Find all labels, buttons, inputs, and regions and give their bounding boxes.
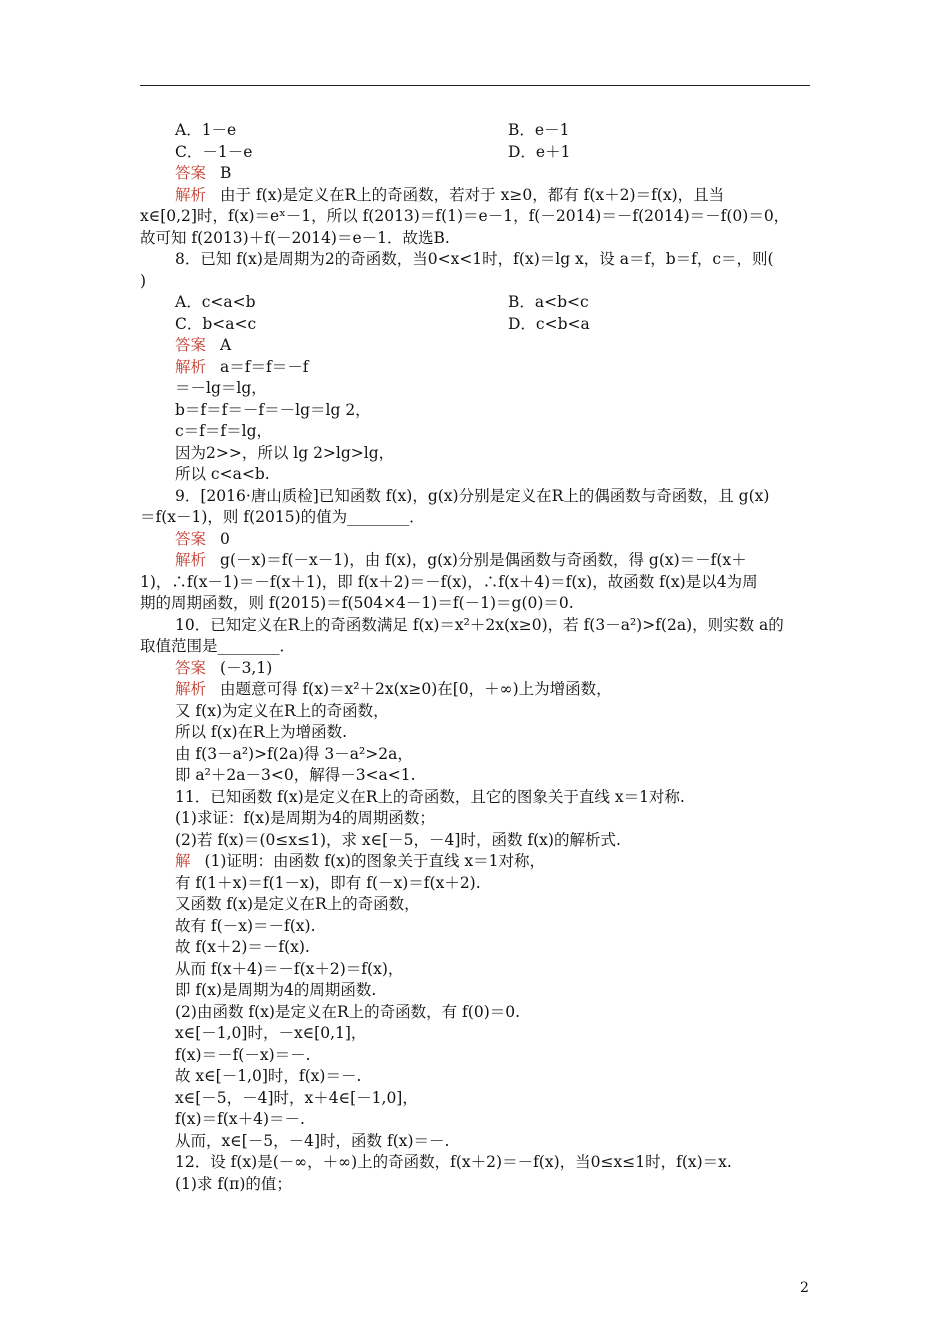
text-line (140, 400, 810, 422)
text-line (140, 378, 810, 400)
text-line (140, 701, 810, 723)
line-text: 从而 f(x＋4)＝－f(x＋2)＝f(x)， (175, 959, 404, 978)
text-line (140, 722, 810, 744)
option-left: C．b<a<c (175, 314, 257, 333)
line-text: 1)，∴f(x－1)＝－f(x＋1)，即 f(x＋2)＝－f(x)，∴f(x＋4)＝f(x)，故函数 f(x)是以4为周 (140, 572, 758, 591)
line-text: 由于 f(x)是定义在R上的奇函数，若对于 x≥0，都有 f(x＋2)＝f(x)，且当 (220, 185, 725, 204)
text-line (140, 486, 810, 508)
header-rule (140, 85, 810, 86)
line-text: 11．已知函数 f(x)是定义在R上的奇函数，且它的图象关于直线 x＝1对称. (175, 787, 685, 806)
line-text: (2)由函数 f(x)是定义在R上的奇函数，有 f(0)＝0. (175, 1002, 521, 1021)
line-text: 故有 f(－x)＝－f(x). (175, 916, 316, 935)
line-text: 有 f(1＋x)＝f(1－x)，即有 f(－x)＝f(x＋2). (175, 873, 481, 892)
text-line (140, 1002, 810, 1024)
line-text: 8．已知 f(x)是周期为2的奇函数，当0<x<1时，f(x)＝lg x，设 a＝f，b＝f，c＝，则( (175, 250, 774, 268)
line-text: f(x)＝f(x＋4)＝－. (175, 1110, 305, 1128)
option-right: D．e＋1 (508, 142, 571, 161)
line-text: (1)求证：f(x)是周期为4的周期函数； (175, 809, 435, 827)
option-row (140, 292, 810, 314)
text-line (140, 959, 810, 981)
line-text: A (220, 336, 232, 354)
text-line (140, 1088, 810, 1110)
answer-line (140, 163, 810, 185)
line-text: x∈[0,2]时，f(x)＝eˣ－1，所以 f(2013)＝f(1)＝e－1，f(－2014)＝－f(2014)＝－f(0)＝0， (140, 207, 790, 225)
line-text: 由 f(3－a²)>f(2a)得 3－a²>2a， (175, 744, 413, 763)
analysis-label: 解析 (175, 551, 207, 569)
text-line (140, 830, 810, 852)
line-text: (1)求 f(π)的值； (175, 1174, 292, 1193)
option-left: A．c<a<b (175, 293, 256, 311)
text-line (140, 572, 810, 594)
line-text: 又 f(x)为定义在R上的奇函数， (175, 701, 389, 720)
line-text: x∈[－5，－4]时，x＋4∈[－1,0]， (175, 1088, 418, 1107)
answer-line (140, 658, 810, 680)
line-text: g(－x)＝f(－x－1)，由 f(x)，g(x)分别是偶函数与奇函数，得 g(x)＝－f(x＋ (220, 551, 747, 569)
text-line (140, 206, 810, 228)
line-text: 故可知 f(2013)＋f(－2014)＝e－1．故选B. (140, 228, 450, 247)
line-text: 所以 c<a<b. (175, 465, 270, 483)
line-text: 即 a²＋2a－3<0，解得－3<a<1. (175, 766, 416, 784)
text-line (140, 443, 810, 465)
text-line (140, 615, 810, 637)
analysis-label: 解析 (175, 185, 207, 204)
option-left: C．－1－e (175, 142, 253, 161)
line-text: ) (140, 271, 147, 290)
line-text: 从而，x∈[－5，－4]时，函数 f(x)＝－. (175, 1131, 450, 1150)
line-text: 期的周期函数，则 f(2015)＝f(504×4－1)＝f(－1)＝g(0)＝0. (140, 594, 574, 612)
answer-line (140, 335, 810, 357)
text-line (140, 507, 810, 529)
line-text: 因为2>>，所以 lg 2>lg>lg， (175, 443, 395, 462)
line-text: 9．[2016·唐山质检]已知函数 f(x)，g(x)分别是定义在R上的偶函数与奇函数，且 g(x) (175, 486, 770, 505)
analysis-line (140, 357, 810, 379)
line-text: 所以 f(x)在R上为增函数. (175, 723, 348, 741)
text-line (140, 1109, 810, 1131)
line-text: x∈[－1,0]时，－x∈[0,1]， (175, 1024, 367, 1042)
text-line (140, 744, 810, 766)
line-text: 又函数 f(x)是定义在R上的奇函数， (175, 895, 420, 913)
page-number: 2 (800, 1280, 809, 1296)
answer-line (140, 529, 810, 551)
line-text: 故 x∈[－1,0]时，f(x)＝－. (175, 1067, 362, 1085)
line-text: f(x)＝－f(－x)＝－. (175, 1045, 311, 1064)
line-text: B (220, 164, 232, 182)
analysis-label: 解析 (175, 357, 207, 376)
text-line (140, 1131, 810, 1153)
analysis-line (140, 679, 810, 701)
line-text: b＝f＝f＝－f＝－lg＝lg 2， (175, 400, 371, 419)
text-line (140, 1174, 810, 1196)
option-right: D．c<b<a (508, 314, 590, 333)
line-text: 12．设 f(x)是(－∞，＋∞)上的奇函数，f(x＋2)＝－f(x)，当0≤x≤1时，f(x)＝x. (175, 1153, 732, 1171)
text-line (140, 1152, 810, 1174)
answer-label: 答案 (175, 529, 207, 548)
option-row (140, 314, 810, 336)
text-line (140, 765, 810, 787)
text-line (140, 249, 810, 271)
text-line (140, 937, 810, 959)
text-line (140, 894, 810, 916)
line-text: (2)若 f(x)＝(0≤x≤1)，求 x∈[－5，－4]时，函数 f(x)的解析式. (175, 830, 621, 849)
text-line (140, 421, 810, 443)
text-line (140, 1023, 810, 1045)
text-line (140, 916, 810, 938)
solution-line (140, 851, 810, 873)
line-text: 10．已知定义在R上的奇函数满足 f(x)＝x²＋2x(x≥0)，若 f(3－a²)>f(2a)，则实数 a的 (175, 615, 784, 634)
line-text: ＝－lg＝lg， (175, 379, 267, 397)
page-body (140, 120, 810, 1195)
answer-label: 答案 (175, 164, 207, 182)
text-line (140, 1066, 810, 1088)
text-line (140, 787, 810, 809)
text-line (140, 980, 810, 1002)
text-line (140, 464, 810, 486)
text-line (140, 808, 810, 830)
text-line (140, 228, 810, 250)
text-line (140, 873, 810, 895)
text-line (140, 593, 810, 615)
option-row (140, 120, 810, 142)
text-line (140, 271, 810, 293)
line-text: c＝f＝f＝lg， (175, 422, 273, 440)
solution-label: 解 (175, 852, 191, 870)
line-text: ＝f(x－1)，则 f(2015)的值为________． (140, 508, 425, 526)
line-text: 由题意可得 f(x)＝x²＋2x(x≥0)在[0，＋∞)上为增函数， (220, 680, 612, 698)
option-right: B．e－1 (508, 121, 570, 139)
line-text: 故 f(x＋2)＝－f(x). (175, 938, 310, 956)
line-text: a＝f＝f＝－f (220, 357, 309, 376)
answer-label: 答案 (175, 658, 207, 677)
text-line (140, 636, 810, 658)
analysis-label: 解析 (175, 680, 207, 698)
line-text: (1)证明：由函数 f(x)的图象关于直线 x＝1对称， (204, 852, 546, 870)
line-text: 即 f(x)是周期为4的周期函数. (175, 981, 377, 999)
option-row (140, 142, 810, 164)
analysis-line (140, 550, 810, 572)
answer-label: 答案 (175, 336, 207, 354)
line-text: 取值范围是________． (140, 637, 296, 655)
text-line (140, 1045, 810, 1067)
analysis-line (140, 185, 810, 207)
line-text: (－3,1) (220, 658, 273, 677)
option-left: A．1－e (175, 121, 237, 139)
line-text: 0 (220, 529, 230, 548)
option-right: B．a<b<c (508, 293, 589, 311)
